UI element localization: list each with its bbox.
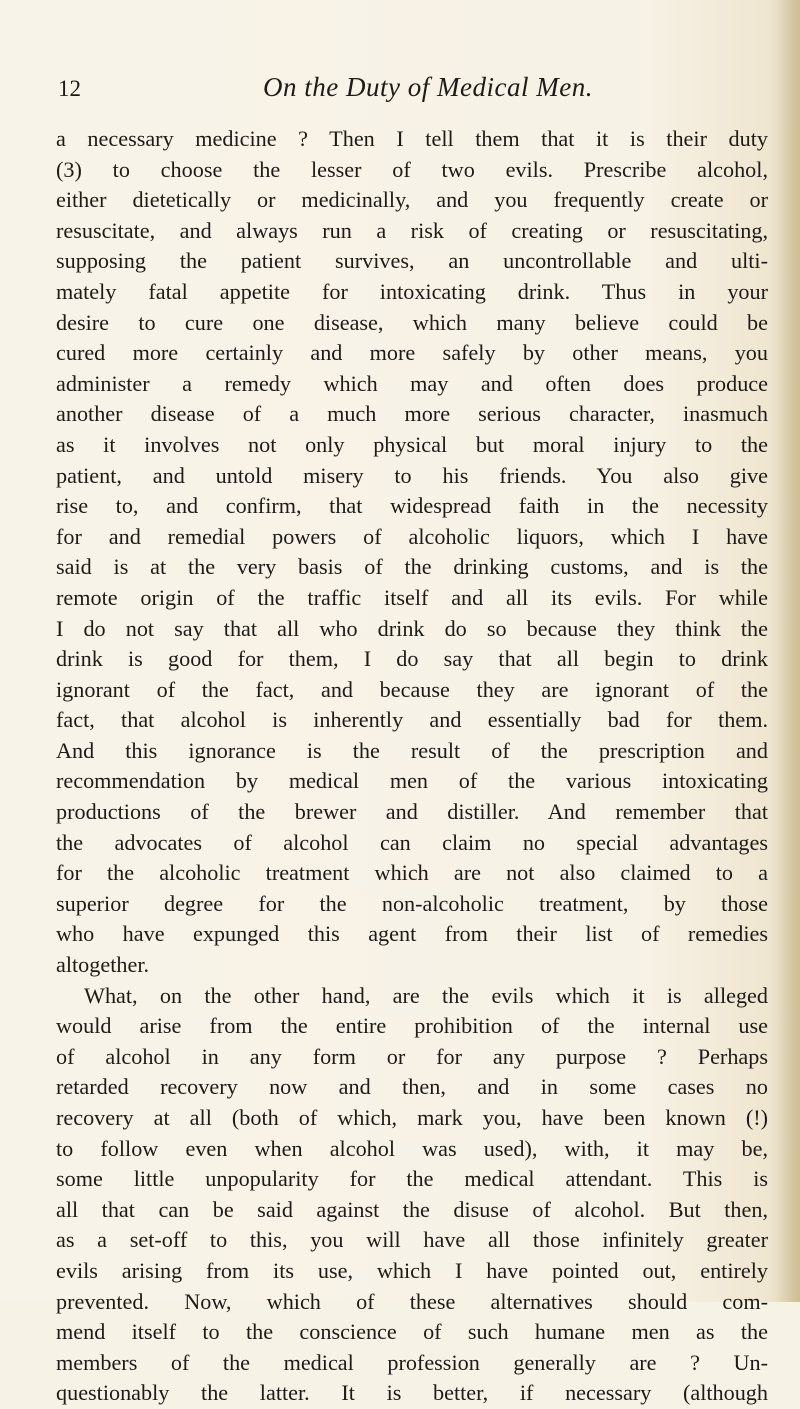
text-line: for and remedial powers of alcoholic liquors, which I have: [56, 523, 768, 549]
text-line: administer a remedy which may and often does produce: [56, 370, 768, 396]
text-line: who have expunged this agent from their list of remedies: [56, 921, 768, 947]
paragraph-start-line: What, on the other hand, are the evils which it is alleged: [84, 982, 768, 1008]
text-line: drink is good for them, I do say that all begin to drink: [56, 646, 768, 672]
text-line: members of the medical profession generally are ? Un-: [56, 1349, 768, 1375]
text-line: fact, that alcohol is inherently and essentially bad for them.: [56, 707, 768, 733]
text-line: all that can be said against the disuse of alcohol. But then,: [56, 1196, 768, 1222]
text-line: to follow even when alcohol was used), with, it may be,: [56, 1135, 768, 1161]
page-edge-shadow: [778, 0, 800, 1302]
text-line: would arise from the entire prohibition of the internal use: [56, 1013, 768, 1039]
text-line: said is at the very basis of the drinking customs, and is the: [56, 554, 768, 580]
text-line: resuscitate, and always run a risk of creating or resuscitating,: [56, 217, 768, 243]
text-line: supposing the patient survives, an uncontrollable and ulti-: [56, 248, 768, 274]
text-line: as a set-off to this, you will have all those infinitely greater: [56, 1227, 768, 1253]
text-line: patient, and untold misery to his friends. You also give: [56, 462, 768, 488]
body-text: [56, 124, 768, 1409]
text-line: (3) to choose the lesser of two evils. Prescribe alcohol,: [56, 156, 768, 182]
text-line: ignorant of the fact, and because they are ignorant of the: [56, 676, 768, 702]
text-line: retarded recovery now and then, and in some cases no: [56, 1074, 768, 1100]
text-line: questionably the latter. It is better, if necessary (although: [56, 1380, 768, 1406]
text-line: the advocates of alcohol can claim no special advantages: [56, 829, 768, 855]
text-line: some little unpopularity for the medical attendant. This is: [56, 1166, 768, 1192]
text-line: rise to, and confirm, that widespread faith in the necessity: [56, 493, 768, 519]
page-number: 12: [58, 76, 81, 101]
text-line: either dietetically or medicinally, and you frequently create or: [56, 187, 768, 213]
text-line: productions of the brewer and distiller. And remember that: [56, 799, 768, 825]
text-line: evils arising from its use, which I have pointed out, entirely: [56, 1257, 768, 1283]
text-line: recommendation by medical men of the various intoxicating: [56, 768, 768, 794]
text-line: a necessary medicine ? Then I tell them that it is their duty: [56, 126, 768, 151]
text-line: mately fatal appetite for intoxicating drink. Thus in your: [56, 278, 768, 304]
text-line: I do not say that all who drink do so because they think the: [56, 615, 768, 641]
text-line: And this ignorance is the result of the prescription and: [56, 737, 768, 763]
page-header: [58, 72, 758, 108]
text-line: mend itself to the conscience of such humane men as the: [56, 1319, 768, 1345]
text-line: of alcohol in any form or for any purpose ? Perhaps: [56, 1043, 768, 1069]
text-line: superior degree for the non-alcoholic treatment, by those: [56, 890, 768, 916]
text-line: prevented. Now, which of these alternatives should com-: [56, 1288, 768, 1314]
paragraph-end-line: altogether.: [56, 952, 150, 978]
running-head: On the Duty of Medical Men.: [263, 72, 593, 102]
text-line: desire to cure one disease, which many believe could be: [56, 309, 768, 335]
text-line: cured more certainly and more safely by other means, you: [56, 340, 768, 366]
text-line: as it involves not only physical but moral injury to the: [56, 431, 768, 457]
text-line: for the alcoholic treatment which are not also claimed to a: [56, 860, 768, 886]
text-line: remote origin of the traffic itself and all its evils. For while: [56, 584, 768, 610]
text-line: recovery at all (both of which, mark you, have been known (!): [56, 1105, 768, 1130]
text-line: another disease of a much more serious character, inasmuch: [56, 401, 768, 427]
